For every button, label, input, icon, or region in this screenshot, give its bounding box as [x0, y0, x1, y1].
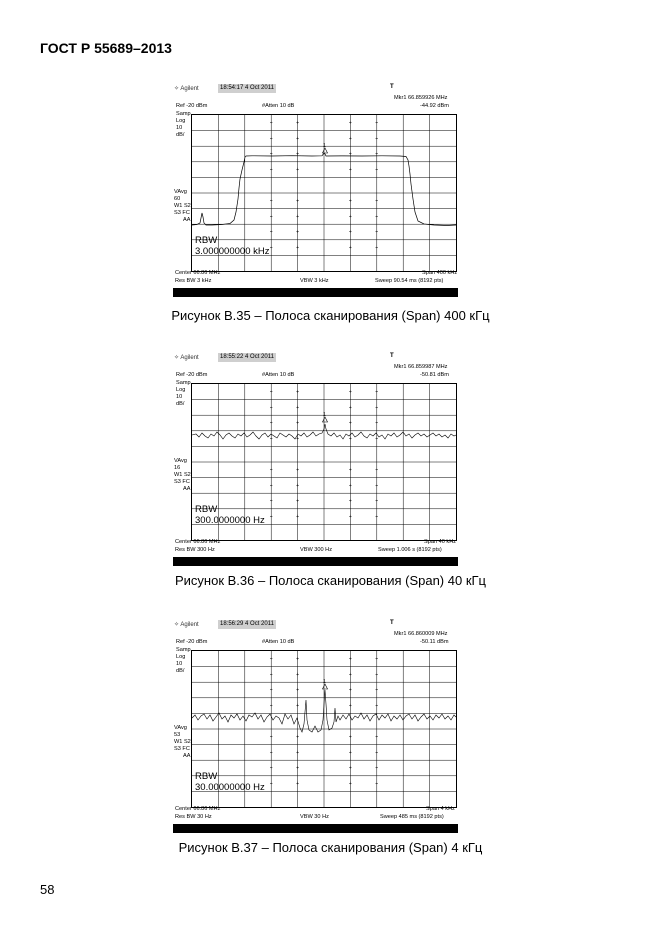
graticule-dot: +: [348, 436, 352, 443]
graticule-dot: +: [269, 671, 273, 678]
graticule-dot: +: [375, 151, 379, 158]
spectrum-figure-2: [172, 353, 460, 566]
trace-aa: AA: [183, 486, 191, 492]
trace-w1-s2: W1 S2: [174, 739, 191, 745]
figure-caption-3: Рисунок В.37 – Полоса сканирования (Span) 4 кГц: [178, 840, 483, 855]
center-frequency: Center 66.86 MHz: [175, 270, 221, 276]
graticule-dot: +: [296, 404, 300, 411]
rbw-value: 3.000000000 kHz: [195, 246, 270, 257]
graticule-dot: +: [348, 229, 352, 236]
graticule-dot: +: [348, 498, 352, 505]
marker-frequency: Mkr1 66.859926 MHz: [394, 95, 448, 101]
sample-mode: Samp: [176, 647, 191, 653]
graticule-dot: +: [375, 687, 379, 694]
scale-value: 10: [176, 661, 183, 667]
log-scale-label: Log: [176, 654, 186, 660]
sample-mode: Samp: [176, 111, 191, 117]
center-frequency: Center 66.86 MHz: [175, 806, 221, 812]
marker-level: -50.81 dBm: [420, 372, 449, 378]
graticule-dot: +: [269, 245, 273, 252]
graticule-dot: +: [296, 167, 300, 174]
graticule-dot: +: [375, 514, 379, 521]
graticule-dot: +: [269, 389, 273, 396]
graticule-dot: +: [269, 198, 273, 205]
graticule-dot: +: [269, 229, 273, 236]
sweep-time: Sweep 1.006 s (8192 pts): [378, 547, 442, 553]
graticule-dot: +: [375, 404, 379, 411]
agilent-logo: ✧ Agilent: [174, 355, 199, 361]
svg-text:1: 1: [323, 412, 326, 418]
graticule-dot: +: [375, 420, 379, 427]
sweep-time: Sweep 485 ms (8192 pts): [380, 814, 444, 820]
trace-aa: AA: [183, 217, 191, 223]
graticule-dot: +: [296, 482, 300, 489]
graticule-dot: +: [296, 120, 300, 127]
sweep-time: Sweep 90.54 ms (8192 pts): [375, 278, 444, 284]
timestamp: 18:55:22 4 Oct 2011: [220, 354, 274, 360]
graticule-dot: +: [348, 514, 352, 521]
sample-mode: Samp: [176, 380, 191, 386]
graticule-dot: +: [269, 151, 273, 158]
graticule-dot: +: [375, 498, 379, 505]
graticule-dot: +: [296, 198, 300, 205]
graticule-dot: +: [375, 436, 379, 443]
document-header: ГОСТ Р 55689–2013: [40, 40, 172, 56]
graticule-dot: +: [296, 389, 300, 396]
rbw-value: 300.0000000 Hz: [195, 515, 265, 526]
graticule-dot: +: [375, 734, 379, 741]
graticule-dot: +: [375, 482, 379, 489]
graticule-dot: +: [296, 229, 300, 236]
trigger-marker: T: [390, 84, 394, 90]
graticule-dot: +: [269, 734, 273, 741]
status-bar: [173, 288, 458, 297]
attenuation: #Atten 10 dB: [262, 372, 295, 378]
graticule-dot: +: [375, 765, 379, 772]
status-bar: [173, 824, 458, 833]
log-scale-label: Log: [176, 387, 186, 393]
graticule-dot: +: [375, 467, 379, 474]
agilent-logo: ✧ Agilent: [174, 86, 199, 92]
resolution-bandwidth: Res BW 3 kHz: [175, 278, 212, 284]
resolution-bandwidth: Res BW 30 Hz: [175, 814, 212, 820]
status-bar: [173, 557, 458, 566]
graticule-dot: +: [348, 749, 352, 756]
reference-level: Ref -20 dBm: [176, 639, 208, 645]
trigger-marker: T: [390, 353, 394, 359]
video-average-label: VAvg: [174, 725, 187, 731]
marker-frequency: Mkr1 66.860009 MHz: [394, 631, 448, 637]
graticule-dot: +: [269, 498, 273, 505]
graticule-dot: +: [348, 213, 352, 220]
graticule-dot: +: [269, 467, 273, 474]
graticule-dot: +: [296, 245, 300, 252]
graticule-dot: +: [269, 514, 273, 521]
attenuation: #Atten 10 dB: [262, 639, 295, 645]
trace-w1-s2: W1 S2: [174, 203, 191, 209]
graticule-dot: +: [375, 229, 379, 236]
graticule-dot: +: [348, 404, 352, 411]
figure-caption-2: Рисунок В.36 – Полоса сканирования (Span) 40 кГц: [175, 573, 486, 588]
graticule-dot: +: [348, 703, 352, 710]
scale-unit: dB/: [176, 132, 185, 138]
graticule-dot: +: [375, 135, 379, 142]
attenuation: #Atten 10 dB: [262, 103, 295, 109]
graticule-dot: +: [269, 213, 273, 220]
graticule-dot: +: [375, 120, 379, 127]
graticule-dot: +: [269, 135, 273, 142]
graticule-dot: +: [296, 514, 300, 521]
graticule-dot: +: [296, 703, 300, 710]
video-bandwidth: VBW 3 kHz: [300, 278, 329, 284]
spectrum-figure-3: [172, 620, 460, 833]
resolution-bandwidth: Res BW 300 Hz: [175, 547, 215, 553]
graticule-dot: +: [375, 198, 379, 205]
graticule-dot: +: [348, 671, 352, 678]
span-value: Span 400 kHz: [422, 270, 458, 276]
marker-1: [323, 412, 328, 422]
scale-value: 10: [176, 125, 183, 131]
graticule-dot: +: [348, 245, 352, 252]
scale-unit: dB/: [176, 668, 185, 674]
graticule-dot: +: [296, 781, 300, 788]
graticule-dot: +: [348, 482, 352, 489]
graticule-dot: +: [296, 498, 300, 505]
video-average-count: 53: [174, 732, 181, 738]
graticule-dot: +: [348, 198, 352, 205]
log-scale-label: Log: [176, 118, 186, 124]
graticule-dot: +: [296, 420, 300, 427]
graticule-dot: +: [348, 120, 352, 127]
svg-text:1: 1: [323, 679, 326, 685]
graticule-dot: +: [269, 167, 273, 174]
video-average-label: VAvg: [174, 458, 187, 464]
marker-level: -50.11 dBm: [420, 639, 449, 645]
graticule-dot: +: [375, 671, 379, 678]
graticule-dot: +: [348, 467, 352, 474]
graticule-dot: +: [269, 404, 273, 411]
marker-level: -44.92 dBm: [420, 103, 449, 109]
graticule-dot: +: [269, 781, 273, 788]
marker-1: [323, 143, 328, 153]
graticule-dot: +: [296, 687, 300, 694]
graticule-dot: +: [375, 656, 379, 663]
graticule-dot: +: [348, 420, 352, 427]
page-number: 58: [40, 882, 55, 897]
graticule-dot: +: [348, 765, 352, 772]
scale-value: 10: [176, 394, 183, 400]
video-average-count: 60: [174, 196, 181, 202]
graticule-dot: +: [296, 734, 300, 741]
graticule-dot: +: [296, 135, 300, 142]
trace-s3-fc: S3 FC: [174, 479, 190, 485]
graticule-dot: +: [375, 781, 379, 788]
marker-1: [323, 679, 328, 689]
graticule-dot: +: [296, 467, 300, 474]
trace-s3-fc: S3 FC: [174, 746, 190, 752]
video-average-label: VAvg: [174, 189, 187, 195]
video-bandwidth: VBW 30 Hz: [300, 814, 329, 820]
center-frequency: Center 66.86 MHz: [175, 539, 221, 545]
timestamp: 18:56:29 4 Oct 2011: [220, 621, 274, 627]
graticule-dot: +: [348, 389, 352, 396]
rbw-value: 30.00000000 Hz: [195, 782, 265, 793]
timestamp: 18:54:17 4 Oct 2011: [220, 85, 274, 91]
trace-aa: AA: [183, 753, 191, 759]
brand-label: Agilent: [180, 622, 199, 628]
graticule-dot: +: [348, 151, 352, 158]
reference-level: Ref -20 dBm: [176, 372, 208, 378]
graticule-dot: +: [375, 213, 379, 220]
graticule-dot: +: [348, 687, 352, 694]
graticule-dot: +: [375, 245, 379, 252]
graticule-dot: +: [296, 151, 300, 158]
spectrum-grid-and-trace: [172, 353, 460, 566]
graticule-dot: +: [269, 120, 273, 127]
graticule-dot: +: [296, 749, 300, 756]
graticule-dot: +: [348, 734, 352, 741]
reference-level: Ref -20 dBm: [176, 103, 208, 109]
trace-s3-fc: S3 FC: [174, 210, 190, 216]
graticule-dot: +: [269, 765, 273, 772]
graticule-dot: +: [375, 389, 379, 396]
marker-frequency: Mkr1 66.859987 MHz: [394, 364, 448, 370]
brand-label: Agilent: [180, 86, 199, 92]
graticule-dot: +: [348, 167, 352, 174]
graticule-dot: +: [296, 671, 300, 678]
graticule-dot: +: [269, 687, 273, 694]
rbw-label: RBW: [195, 771, 218, 782]
graticule-dot: +: [296, 765, 300, 772]
trigger-marker: T: [390, 620, 394, 626]
graticule-dot: +: [269, 656, 273, 663]
graticule-dot: +: [269, 420, 273, 427]
rbw-label: RBW: [195, 235, 218, 246]
spectrum-grid-and-trace: [172, 620, 460, 833]
video-average-count: 16: [174, 465, 181, 471]
agilent-logo: ✧ Agilent: [174, 622, 199, 628]
span-value: Span 40 kHz: [424, 539, 457, 545]
graticule-dot: +: [296, 213, 300, 220]
graticule-dot: +: [269, 749, 273, 756]
spectrum-grid-and-trace: [172, 84, 460, 297]
span-value: Span 4 kHz: [426, 806, 455, 812]
brand-label: Agilent: [180, 355, 199, 361]
scale-unit: dB/: [176, 401, 185, 407]
svg-text:1: 1: [323, 143, 326, 149]
trace-w1-s2: W1 S2: [174, 472, 191, 478]
graticule-dot: +: [269, 703, 273, 710]
graticule-dot: +: [375, 703, 379, 710]
graticule-dot: +: [348, 656, 352, 663]
graticule-dot: +: [348, 135, 352, 142]
graticule-dot: +: [375, 749, 379, 756]
graticule-dot: +: [269, 482, 273, 489]
rbw-label: RBW: [195, 504, 218, 515]
video-bandwidth: VBW 300 Hz: [300, 547, 333, 553]
graticule-dot: +: [269, 436, 273, 443]
graticule-dot: +: [348, 781, 352, 788]
graticule-dot: +: [296, 436, 300, 443]
figure-caption-1: Рисунок В.35 – Полоса сканирования (Span) 400 кГц: [171, 308, 490, 323]
graticule-dot: +: [375, 167, 379, 174]
spectrum-figure-1: [172, 84, 460, 297]
graticule-dot: +: [296, 656, 300, 663]
